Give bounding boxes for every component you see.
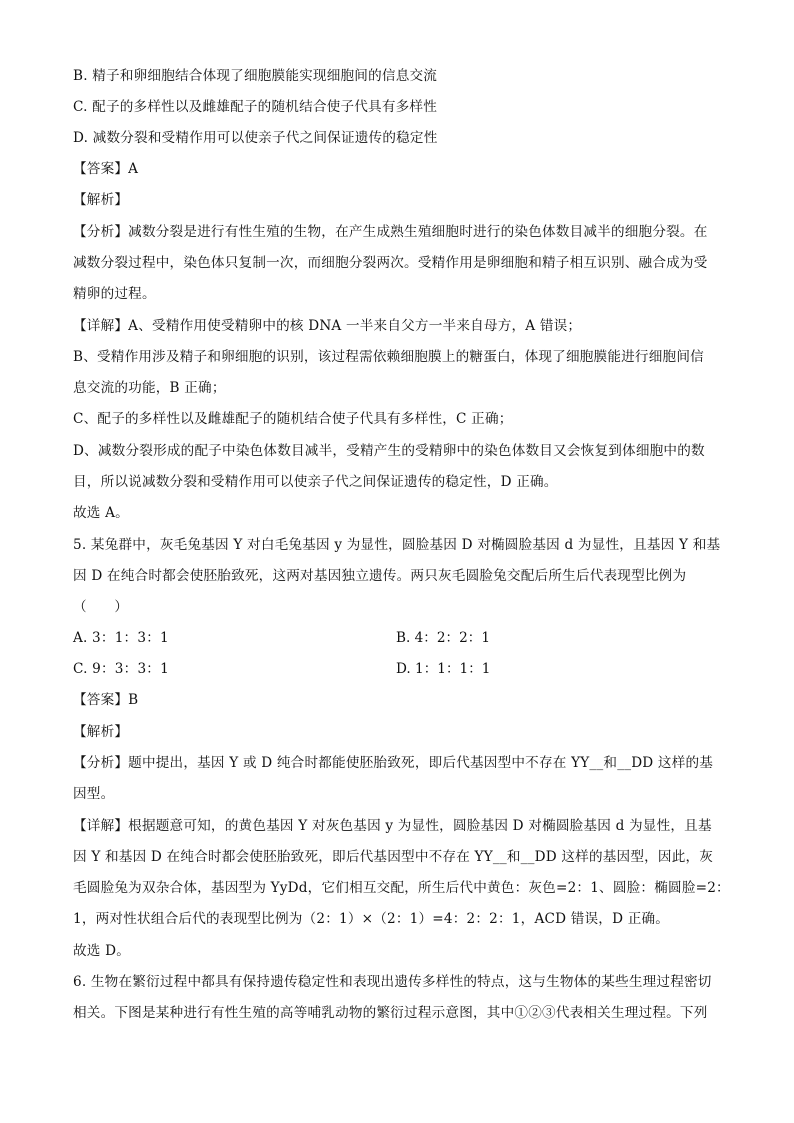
question-5-text: 因 D 在纯合时都会使胚胎致死，这两对基因独立遗传。两只灰毛圆脸兔交配后所生后代表现型比例为 bbox=[73, 568, 687, 584]
detail-text: D、减数分裂形成的配子中染色体数目减半，受精产生的受精卵中的染色体数目又会恢复到体细胞中的数 bbox=[73, 443, 705, 459]
question-5-blank: （ ） bbox=[73, 599, 129, 615]
analysis-text: 【分析】题中提出，基因 Y 或 D 纯合时都能使胚胎致死，即后代基因型中不存在 YY__和__DD 这样的基 bbox=[73, 755, 714, 771]
option-c-text: C. 配子的多样性以及雌雄配子的随机结合使子代具有多样性 bbox=[73, 99, 438, 115]
option-c: C. 9：3：3：1 bbox=[73, 661, 169, 677]
question-5-text: 5. 某兔群中，灰毛兔基因 Y 对白毛兔基因 y 为显性，圆脸基因 D 对椭圆脸基因 d 为显性，且基因 Y 和基 bbox=[73, 537, 721, 553]
analysis-text: 减数分裂过程中，染色体只复制一次，而细胞分裂两次。受精作用是卵细胞和精子相互识别、融合成为受 bbox=[73, 255, 708, 271]
analysis-text: 精卵的过程。 bbox=[73, 286, 156, 302]
detail-text: 目，所以说减数分裂和受精作用可以使亲子代之间保证遗传的稳定性，D 正确。 bbox=[73, 474, 558, 490]
option-b: B. 4：2：2：1 bbox=[396, 630, 491, 646]
analysis-label: 【解析】 bbox=[73, 724, 129, 740]
option-d: D. 1：1：1：1 bbox=[396, 661, 491, 677]
detail-text: 因 Y 和基因 D 在纯合时都会使胚胎致死，即后代基因型中不存在 YY__和__DD 这样的基因型，因此，灰 bbox=[73, 849, 714, 865]
option-d-text: D. 减数分裂和受精作用可以使亲子代之间保证遗传的稳定性 bbox=[73, 130, 438, 146]
option-a: A. 3：1：3：1 bbox=[73, 630, 169, 646]
detail-text: 1，两对性状组合后代的表现型比例为（2：1）×（2：1）=4：2：2：1，ACD 错误，D 正确。 bbox=[73, 911, 670, 927]
answer-label: 【答案】A bbox=[73, 161, 139, 177]
detail-text: 【详解】A、受精作用使受精卵中的核 DNA 一半来自父方一半来自母方，A 错误； bbox=[73, 318, 582, 334]
question-6-text: 相关。下图是某种进行有性生殖的高等哺乳动物的繁衍过程示意图，其中①②③代表相关生理过程。下列 bbox=[73, 1005, 708, 1021]
option-b-text: B. 精子和卵细胞结合体现了细胞膜能实现细胞间的信息交流 bbox=[73, 68, 438, 84]
detail-text: B、受精作用涉及精子和卵细胞的识别，该过程需依赖细胞膜上的糖蛋白，体现了细胞膜能进行细胞间信 bbox=[73, 349, 704, 365]
answer-label: 【答案】B bbox=[73, 692, 139, 708]
analysis-text: 【分析】减数分裂是进行有性生殖的生物，在产生成熟生殖细胞时进行的染色体数目减半的细胞分裂。在 bbox=[73, 224, 708, 240]
conclusion-text: 故选 A。 bbox=[73, 505, 129, 521]
detail-text: C、配子的多样性以及雌雄配子的随机结合使子代具有多样性，C 正确； bbox=[73, 411, 513, 427]
question-6-text: 6. 生物在繁衍过程中都具有保持遗传稳定性和表现出遗传多样性的特点，这与生物体的某些生理过程密切 bbox=[73, 974, 712, 990]
analysis-text: 因型。 bbox=[73, 786, 115, 802]
detail-text: 毛圆脸兔为双杂合体，基因型为 YyDd，它们相互交配，所生后代中黄色：灰色=2：1、圆脸：椭圆脸=2： bbox=[73, 880, 730, 896]
detail-text: 【详解】根据题意可知，的黄色基因 Y 对灰色基因 y 为显性，圆脸基因 D 对椭圆脸基因 d 为显性，且基 bbox=[73, 818, 712, 834]
detail-text: 息交流的功能，B 正确； bbox=[73, 380, 226, 396]
analysis-label: 【解析】 bbox=[73, 192, 129, 208]
conclusion-text: 故选 D。 bbox=[73, 943, 131, 959]
